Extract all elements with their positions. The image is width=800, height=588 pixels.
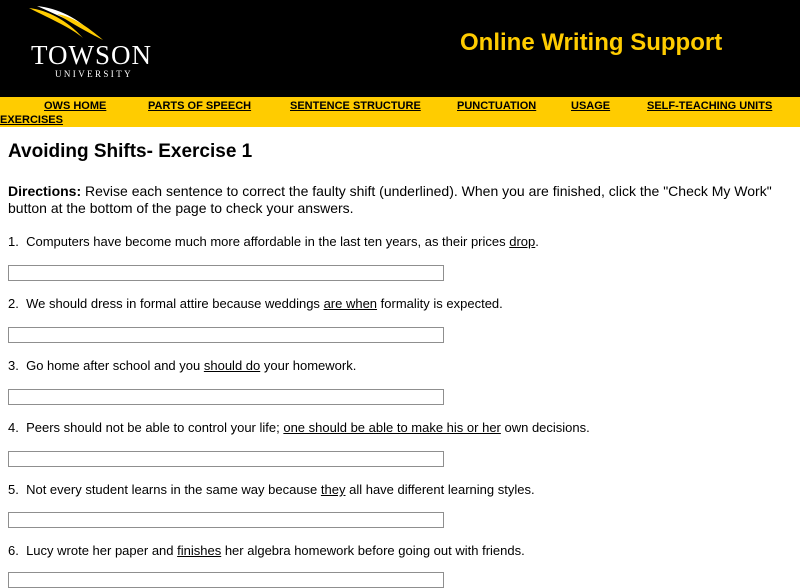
directions-text: Revise each sentence to correct the faulty shift (underlined). When you are finished, click the "Check My Work" button at the bottom of the page to check your answers. (8, 183, 772, 216)
question-number: 2. (8, 296, 19, 311)
question-text: Lucy wrote her paper and (26, 543, 178, 558)
question-number: 1. (8, 234, 19, 249)
question-text-end: all have different learning styles. (345, 482, 535, 497)
question-4 (8, 420, 590, 435)
question-6 (8, 543, 525, 558)
faulty-shift: are when (323, 296, 378, 311)
nav-usage[interactable]: USAGE (571, 100, 611, 112)
faulty-shift: one should be able to make his or her (283, 420, 501, 435)
flame-swoosh-icon (27, 6, 107, 42)
directions-label: Directions: (8, 183, 82, 199)
faulty-shift: finishes (177, 543, 222, 558)
question-text: Computers have become much more affordable in the last ten years, as their prices (26, 234, 510, 249)
question-5 (8, 482, 535, 497)
question-text-end: own decisions. (500, 420, 590, 435)
question-text-end: formality is expected. (377, 296, 503, 311)
question-text-end: your homework. (260, 358, 357, 373)
directions (8, 183, 793, 217)
nav-sentence-structure[interactable]: SENTENCE STRUCTURE (290, 100, 421, 112)
question-text-end: . (535, 234, 539, 249)
question-number: 4. (8, 420, 19, 435)
nav-exercises[interactable]: EXERCISES (0, 114, 63, 126)
logo-wordmark: TOWSON (31, 40, 153, 70)
faulty-shift: they (320, 482, 346, 497)
nav-self-teaching-units[interactable]: SELF-TEACHING UNITS (647, 100, 773, 112)
answer-input-2[interactable] (8, 327, 444, 343)
question-3 (8, 358, 356, 373)
nav-punctuation[interactable]: PUNCTUATION (457, 100, 537, 112)
answer-input-3[interactable] (8, 389, 444, 405)
faulty-shift: should do (203, 358, 261, 373)
question-1 (8, 234, 539, 249)
question-2 (8, 296, 503, 311)
question-number: 3. (8, 358, 19, 373)
logo-subtitle: UNIVERSITY (55, 69, 133, 79)
answer-input-6[interactable] (8, 572, 444, 588)
nav-parts-of-speech[interactable]: PARTS OF SPEECH (148, 100, 252, 112)
towson-logo[interactable] (25, 6, 153, 86)
site-header (0, 0, 800, 97)
question-text-end: her algebra homework before going out with friends. (221, 543, 525, 558)
question-text: Not every student learns in the same way because (26, 482, 321, 497)
nav-ows-home[interactable]: OWS HOME (44, 100, 107, 112)
answer-input-4[interactable] (8, 451, 444, 467)
page-title: Avoiding Shifts- Exercise 1 (8, 141, 253, 162)
question-text: We should dress in formal attire because weddings (26, 296, 324, 311)
answer-input-5[interactable] (8, 512, 444, 528)
faulty-shift: drop (509, 234, 536, 249)
question-text: Peers should not be able to control your life; (26, 420, 284, 435)
question-number: 5. (8, 482, 19, 497)
main-nav (0, 97, 800, 127)
question-text: Go home after school and you (26, 358, 204, 373)
question-number: 6. (8, 543, 19, 558)
answer-input-1[interactable] (8, 265, 444, 281)
site-title: Online Writing Support (460, 29, 723, 56)
